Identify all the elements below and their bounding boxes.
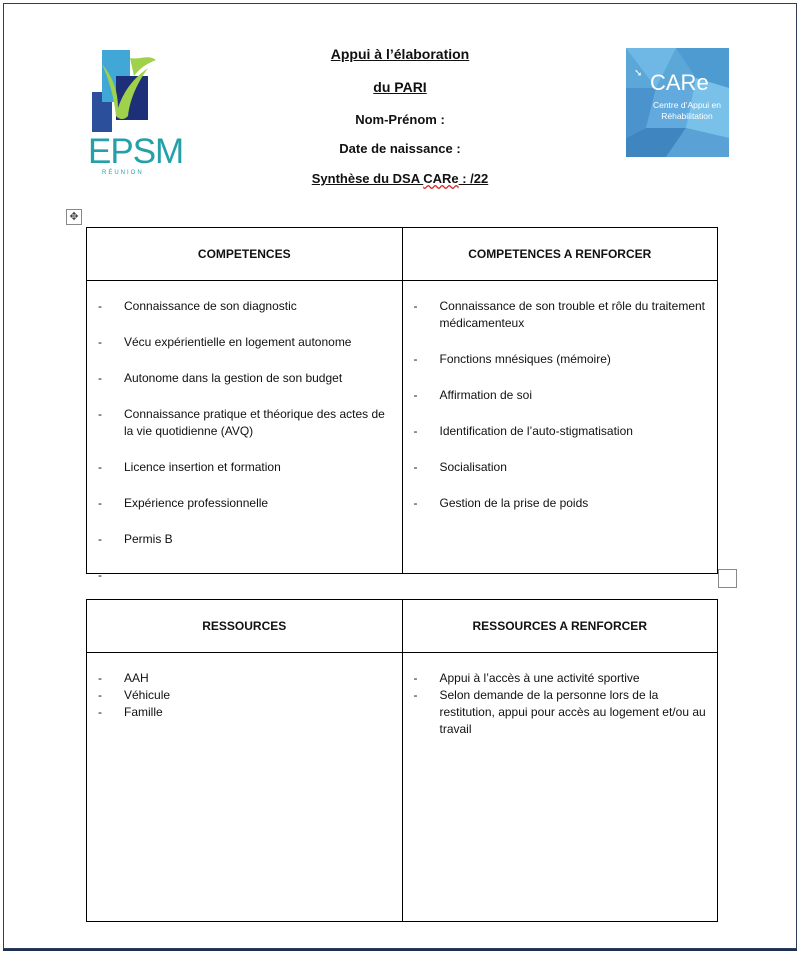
care-logo-title: CARe: [650, 70, 709, 95]
list-item: - Licence insertion et formation: [88, 459, 401, 476]
list-item: - Connaissance de son trouble et rôle du traitement médicamenteux: [404, 298, 717, 332]
table-move-handle-icon[interactable]: ✥: [66, 209, 82, 225]
care-logo-subtitle: Centre d’Appui en Réhabilitation: [652, 100, 722, 122]
document-title-line1: Appui à l’élaboration: [330, 46, 470, 62]
competences-to-strengthen-header: COMPETENCES A RENFORCER: [402, 228, 718, 281]
epsm-logo-subtext: RÉUNION: [102, 170, 144, 176]
list-item: - Autonome dans la gestion de son budget: [88, 370, 401, 387]
synthesis-brand: CARe: [423, 171, 459, 186]
list-item: - Socialisation: [404, 459, 717, 476]
competences-table: [86, 227, 718, 574]
competences-to-strengthen-cell[interactable]: [402, 281, 718, 574]
competences-cell[interactable]: [87, 281, 403, 574]
list-item: - Selon demande de la personne lors de la restitution, appui pour accès au logement et/ou au travail: [404, 687, 717, 738]
care-logo: [626, 48, 729, 157]
list-item: - Véhicule: [88, 687, 401, 704]
resources-cell[interactable]: [87, 653, 403, 922]
resources-to-strengthen-cell[interactable]: [402, 653, 718, 922]
list-item: - Affirmation de soi: [404, 387, 717, 404]
list-item: - Identification de l’auto-stigmatisation: [404, 423, 717, 440]
list-item: - Expérience professionnelle: [88, 495, 401, 512]
list-item: - Gestion de la prise de poids: [404, 495, 717, 512]
list-item: - AAH: [88, 670, 401, 687]
arrow-icon: ➘: [634, 68, 643, 79]
name-label: Nom-Prénom :: [355, 112, 445, 127]
synthesis-label: Synthèse du DSA CARe : /22: [311, 171, 489, 186]
table-resize-handle[interactable]: [718, 569, 737, 588]
competences-header: COMPETENCES: [87, 228, 403, 281]
birth-date-label: Date de naissance :: [339, 141, 461, 156]
resources-table: [86, 599, 718, 922]
resources-to-strengthen-header: RESSOURCES A RENFORCER: [402, 600, 718, 653]
list-item: - Appui à l’accès à une activité sportive: [404, 670, 717, 687]
document-title-line2: du PARI: [373, 79, 427, 95]
resources-header: RESSOURCES: [87, 600, 403, 653]
list-item: - Permis B: [88, 531, 401, 548]
list-item: - Connaissance de son diagnostic: [88, 298, 401, 315]
epsm-logo-text: EPSM: [88, 132, 184, 171]
list-item: - Fonctions mnésiques (mémoire): [404, 351, 717, 368]
list-item: - Vécu expérientielle en logement autonome: [88, 334, 401, 351]
list-item: - Famille: [88, 704, 401, 721]
list-item: - Connaissance pratique et théorique des actes de la vie quotidienne (AVQ): [88, 406, 401, 440]
